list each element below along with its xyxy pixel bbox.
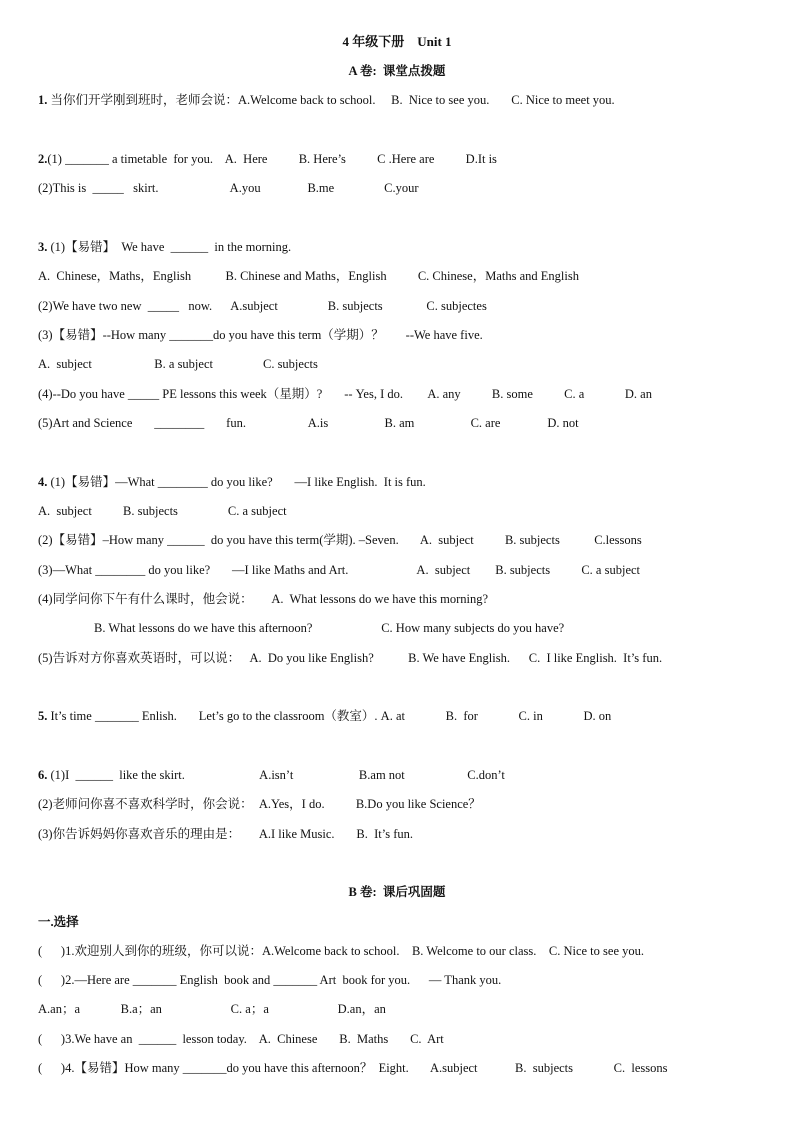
question-2-line-2: (2)This is _____ skirt. A.you B.me C.your <box>38 181 419 195</box>
question-3-line-5: A. subject B. a subject C. subjects <box>38 357 318 371</box>
question-5 <box>38 708 611 724</box>
b-question-2: ( )2.—Here are _______ English book and _______ Art book for you. — Thank you. <box>38 973 502 987</box>
question-4-line-1 <box>38 474 426 490</box>
question-text: (1) _______ a timetable for you. A. Here B. Here’s C .Here are D.It is <box>47 152 497 166</box>
question-text: It’s time _______ Enlish. Let’s go to the classroom（教室）. A. at B. for C. in D. on <box>47 709 612 723</box>
b-question-2-options: A.an；a B.a；an C. a；a D.an，an <box>38 1002 386 1016</box>
question-6-line-3: (3)你告诉妈妈你喜欢音乐的理由是： A.I like Music. B. It’s fun. <box>38 827 413 841</box>
question-6-line-2: (2)老师问你喜不喜欢科学时，你会说： A.Yes，I do. B.Do you like Science？ <box>38 797 481 811</box>
question-4-line-4: (3)—What ________ do you like? —I like Maths and Art. A. subject B. subjects C. a subject <box>38 563 641 577</box>
section-b-heading: B 卷: 课后巩固题 <box>348 885 446 899</box>
question-2-line-1 <box>38 151 497 167</box>
question-text: 当你们开学刚到班时，老师会说：A.Welcome back to school. B. Nice to see you. C. Nice to meet you. <box>47 93 615 107</box>
question-3-line-4: (3)【易错】--How many _______do you have this term（学期）？ --We have five. <box>38 328 483 342</box>
question-3-line-3: (2)We have two new _____ now. A.subject B. subjects C. subjectes <box>38 299 487 313</box>
question-number: 4. <box>38 475 48 489</box>
section-a-heading: A 卷: 课堂点拨题 <box>348 64 446 78</box>
question-4-line-2: A. subject B. subjects C. a subject <box>38 504 287 518</box>
b-question-1: ( )1.欢迎别人到你的班级，你可以说：A.Welcome back to school. B. Welcome to our class. C. Nice to see you. <box>38 944 644 958</box>
question-3-line-1 <box>38 239 291 255</box>
choice-heading: 一.选择 <box>38 915 79 929</box>
question-4-line-7: (5)告诉对方你喜欢英语时，可以说： A. Do you like English? B. We have English. C. I like English. It’s fun. <box>38 651 663 665</box>
question-3-line-2: A. Chinese，Maths，English B. Chinese and Maths，English C. Chinese，Maths and English <box>38 269 579 283</box>
question-4-line-5: (4)同学问你下午有什么课时，他会说： A. What lessons do we have this morning? <box>38 592 489 606</box>
page-title: 4 年级下册 Unit 1 <box>342 34 452 49</box>
question-number: 6. <box>38 768 48 782</box>
question-number: 1. <box>38 93 48 107</box>
question-text: (1)【易错】—What ________ do you like? —I like English. It is fun. <box>47 475 426 489</box>
question-4-line-3: (2)【易错】–How many ______ do you have this term(学期). –Seven. A. subject B. subjects C.lessons <box>38 533 642 547</box>
b-question-4: ( )4.【易错】How many _______do you have this afternoon？ Eight. A.subject B. subjects C. lessons <box>38 1061 668 1075</box>
question-1 <box>38 92 615 108</box>
b-question-3: ( )3.We have an ______ lesson today. A. Chinese B. Maths C. Art <box>38 1032 444 1046</box>
question-text: (1)【易错】 We have ______ in the morning. <box>47 240 292 254</box>
question-4-line-6: B. What lessons do we have this afternoon? C. How many subjects do you have? <box>94 621 565 635</box>
question-3-line-6: (4)--Do you have _____ PE lessons this week（星期）? -- Yes, I do. A. any B. some C. a D. an <box>38 387 652 401</box>
question-6-line-1 <box>38 767 505 783</box>
question-text: (1)I ______ like the skirt. A.isn’t B.am not C.don’t <box>47 768 505 782</box>
question-3-line-7: (5)Art and Science ________ fun. A.is B. am C. are D. not <box>38 416 579 430</box>
question-number: 5. <box>38 709 48 723</box>
question-number: 3. <box>38 240 48 254</box>
question-number: 2. <box>38 152 48 166</box>
